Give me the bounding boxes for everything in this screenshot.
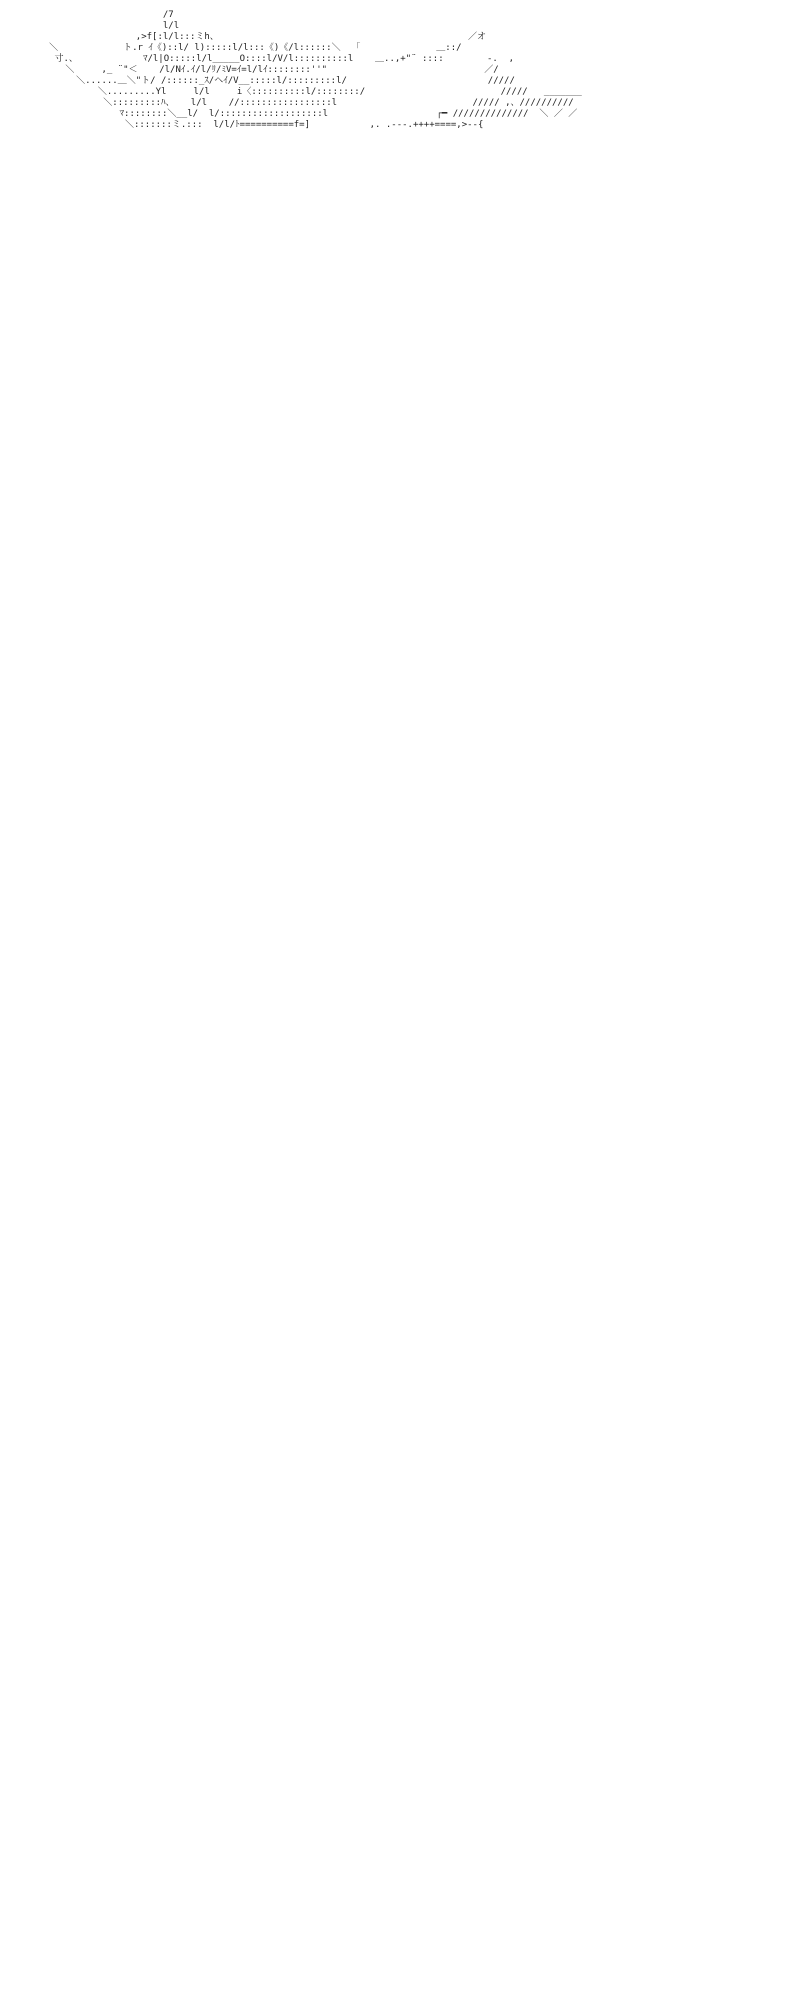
ascii-art-mecha: /7 l/l ,>f[:l/l:::ミh、 ／オ ＼ ト.r ｲ《)::l/ l):::::l/l:::《)《/l::::::＼ 「 ＿::/ 寸.、 ﾏ/l|O:::::l/l_____O::::l/V/l::::::::::l ＿..,+"¨ :::: -. , ＼ ,_ ¨"＜ /l/Nｲ.ｲ/l/ﾘ/ﾐV=ｲ=l/lｲ::::::::''" ／/ ＼......＿＼"ト/ /::::::_ｽ/ヘｲ/V__:::::l/:::::::::l/ ///// ＼.........Yl l/l i〈::::::::::l/::::::::/ ///// _______ ＼:::::::::ﾊ、 l/l //:::::::::::::::::l ///// ,、////////// ﾏ::::::::＼__l/ l/:::::::::::::::::::l ┌━ ////////////// ＼ ／ ／ ＼:::::::ミ.::: l/l/ﾄ==========f=] ,. .---.++++====,>--{ <box>49 10 582 130</box>
